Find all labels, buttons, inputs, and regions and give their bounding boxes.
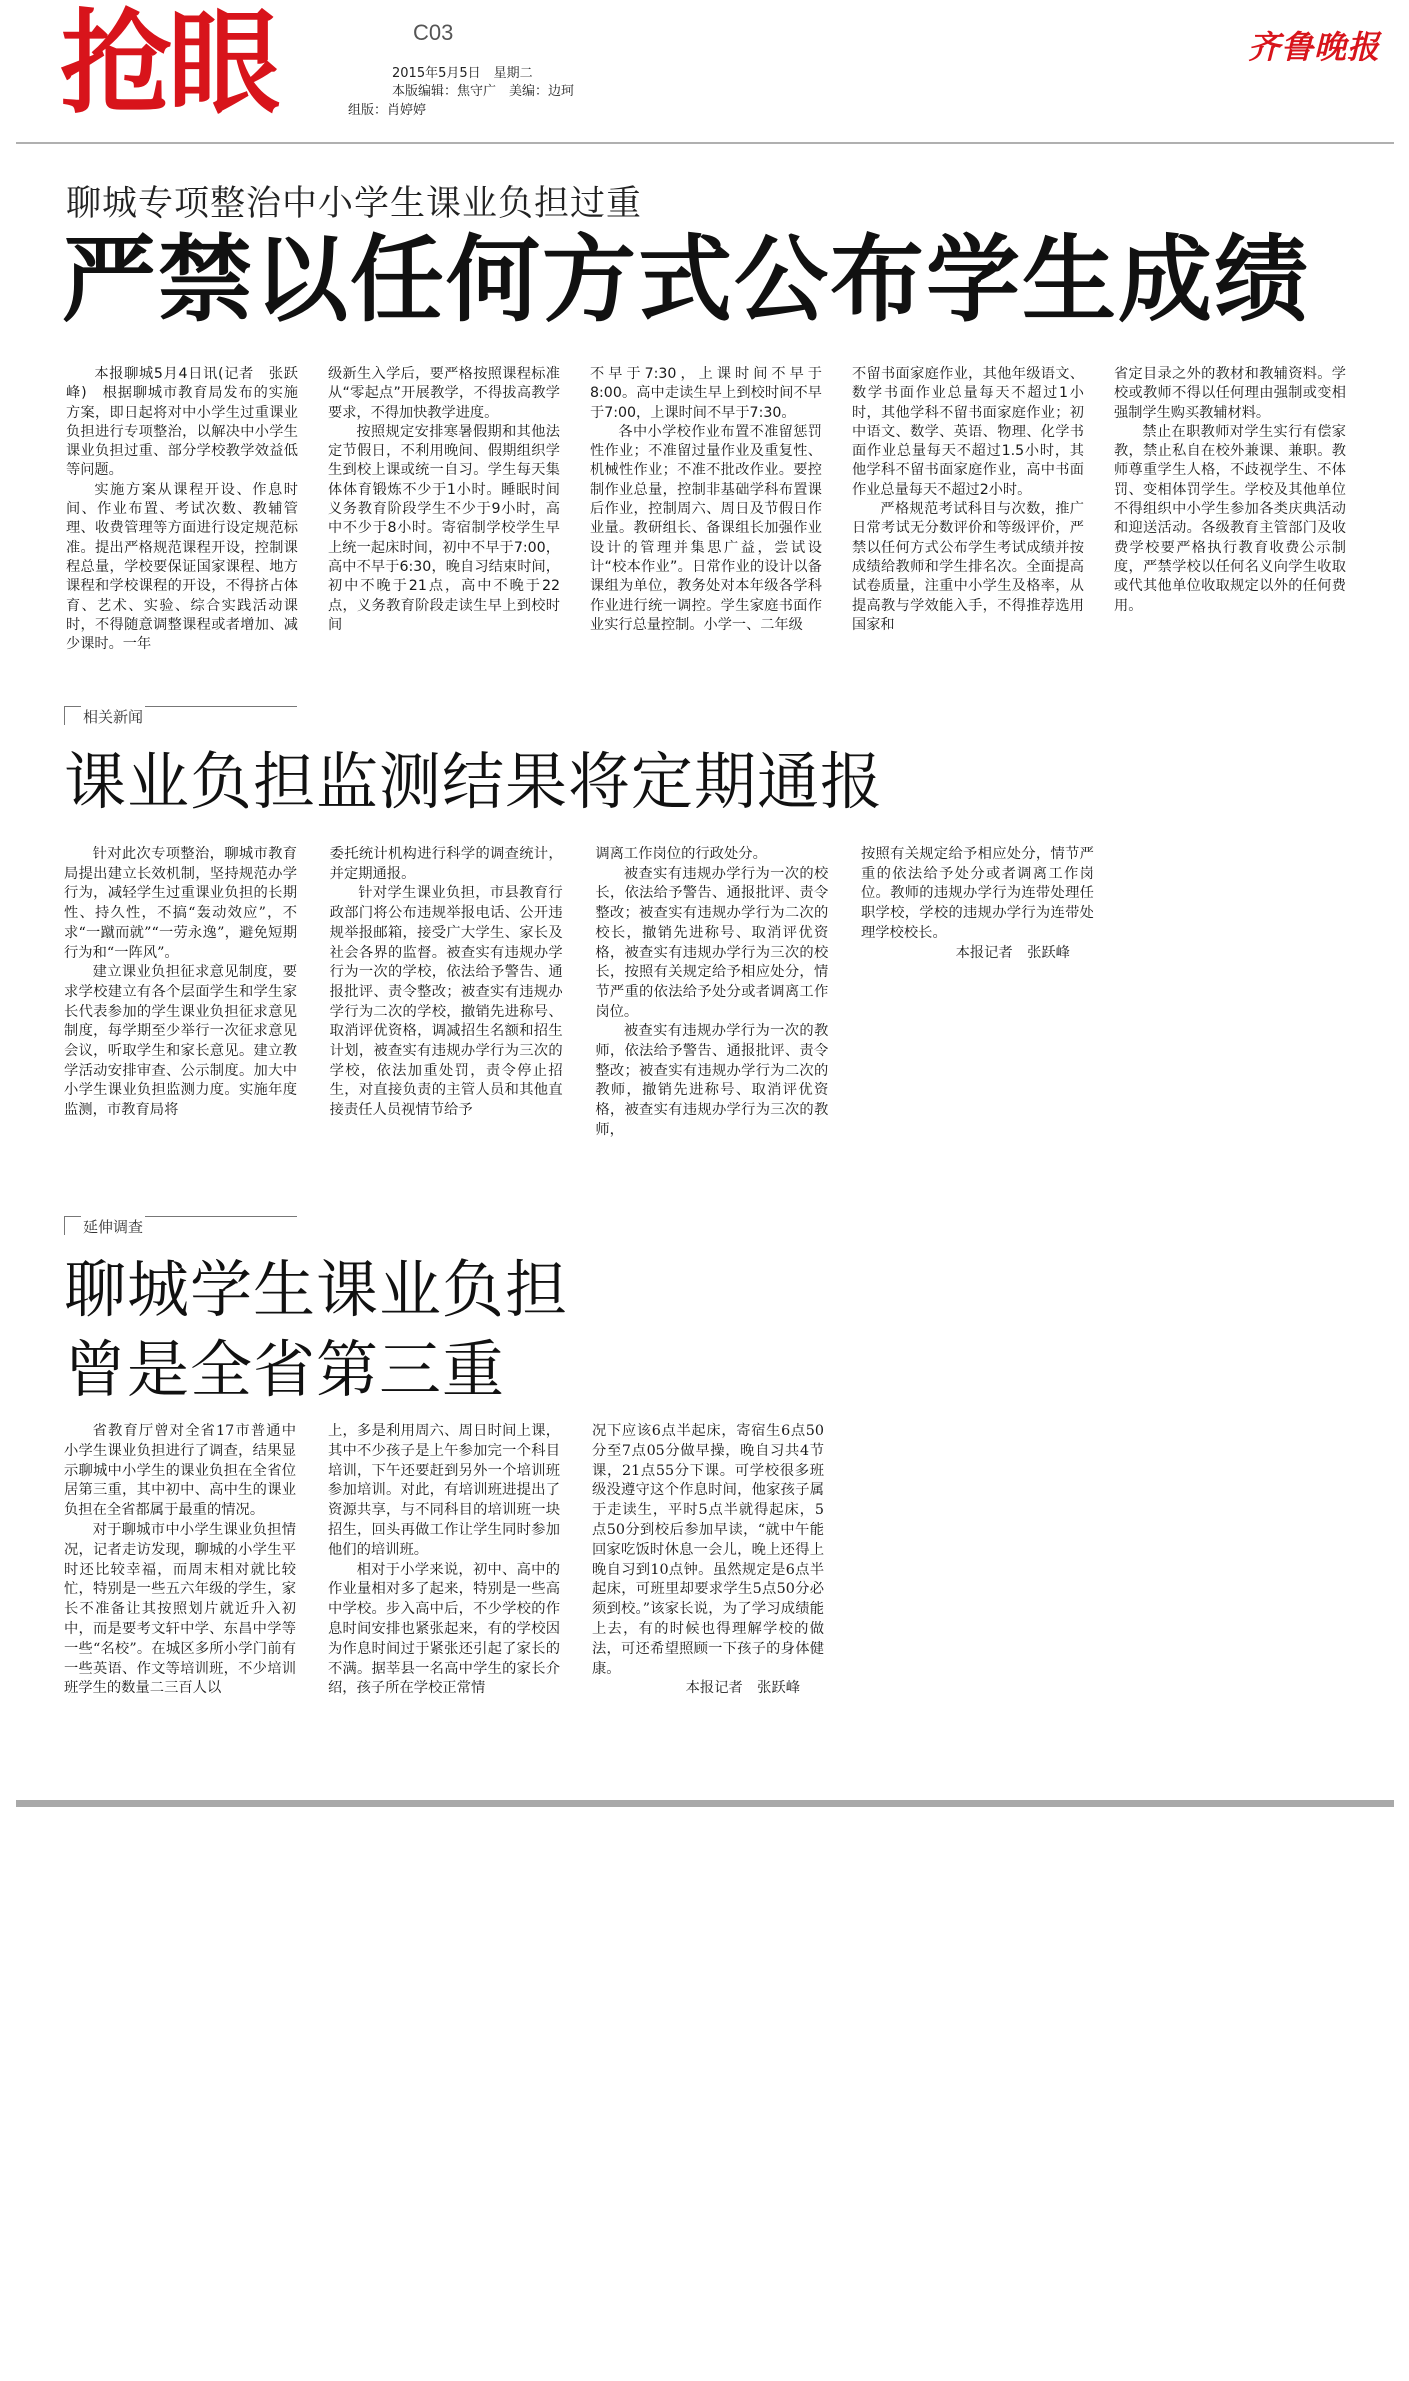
- paragraph: 不留书面家庭作业，其他年级语文、数学书面作业总量每天不超过1小时，其他学科不留书面家庭作业；初中语文、数学、英语、物理、化学书面作业总量每天不超过1.5小时，其他学科不留书面家庭作业，高中书面作业总量每天不超过2小时。: [852, 366, 1084, 498]
- paragraph: 调离工作岗位的行政处分。: [595, 846, 767, 862]
- lead-article-body: [66, 365, 1346, 675]
- editor-credit: 本版编辑：焦守广 美编：边珂: [392, 84, 575, 99]
- article-column: [592, 1422, 824, 1762]
- paragraph: 相对于小学来说，初中、高中的作业量相对多了起来，特别是一些高中学校。步入高中后，不少学校的作息时间安排也紧张起来，有的学校因为作息时间过于紧张还引起了家长的不满。据莘县一名高中学生的家长介绍，孩子所在学校正常情: [328, 1561, 560, 1697]
- header-divider: [16, 142, 1394, 144]
- paragraph: 况下应该6点半起床，寄宿生6点50分至7点05分做早操，晚自习共4节课，21点55分下课。可学校很多班级没遵守这个作息时间，他家孩子属于走读生，平时5点半就得起床，5点50分到校后参加早读，“就中午能回家吃饭时休息一会儿，晚上还得上晚自习到10点钟。虽然规定是6点半起床，可班里却要求学生5点50分必须到校。”该家长说，为了学习成绩能上去，有的时候也得理解学校的做法，可还希望照顾一下孩子的身体健康。: [592, 1423, 824, 1677]
- article-column: [1114, 365, 1346, 675]
- issue-date: 2015年5月5日 星期二: [392, 66, 533, 81]
- section-title-logo: 抢眼: [60, 0, 276, 129]
- lead-headline: 严禁以任何方式公布学生成绩: [62, 226, 1311, 335]
- paragraph: 针对学生课业负担，市县教育行政部门将公布违规举报电话、公开违规举报邮箱，接受广大学生、家长及社会各界的监督。被查实有违规办学行为一次的学校，依法给予警告、通报批评、责令整改；被查实有违规办学行为二次的学校，撤销先进称号、取消评优资格，调减招生名额和招生计划，被查实有违规办学行为三次的学校，依法加重处罚，责令停止招生，对直接负责的主管人员和其他直接责任人员视情节给予: [329, 885, 563, 1119]
- paragraph: 实施方案从课程开设、作息时间、作业布置、考试次数、教辅管理、收费管理等方面进行设定规范标准。提出严格规范课程开设，控制课程总量，学校要保证国家课程、地方课程和学校课程的开设，不得挤占体育、艺术、实验、综合实践活动课时，不得随意调整课程或者增加、减少课时。一年: [66, 481, 298, 653]
- related-article-body: [64, 845, 1094, 1190]
- article-column: [852, 365, 1084, 675]
- page-number: C03: [413, 20, 454, 45]
- paragraph: 上，多是利用周六、周日时间上课，其中不少孩子是上午参加完一个科目培训，下午还要赶到另外一个培训班参加培训。对此，有培训班进提出了资源共享，与不同科目的培训班一块招生，回头再做工作让学生同时参加他们的培训班。: [328, 1423, 560, 1558]
- followup-headline: [64, 1250, 568, 1410]
- paragraph: 不早于7:30，上课时间不早于8:00。高中走读生早上到校时间不早于7:00，上课时间不早于7:30。: [590, 366, 822, 421]
- paragraph: 级新生入学后，要严格按照课程标准从“零起点”开展教学，不得拔高教学要求，不得加快教学进度。: [328, 366, 560, 421]
- headline-line: 聊城学生课业负担: [64, 1253, 569, 1326]
- layout-credit: 组版：肖婷婷: [348, 103, 427, 118]
- paragraph: 被查实有违规办学行为一次的校长，依法给予警告、通报批评、责令整改；被查实有违规办学行为二次的校长，撤销先进称号、取消评优资格，被查实有违规办学行为三次的校长，按照有关规定给予相应处分，情节严重的依法给予处分或者调离工作岗位。: [595, 865, 829, 1020]
- paragraph: 建立课业负担征求意见制度，要求学校建立有各个层面学生和学生家长代表参加的学生课业负担征求意见制度，每学期至少举行一次征求意见会议，听取学生和家长意见。建立教学活动安排审查、公示制度。加大中小学生课业负担监测力度。实施年度监测，市教育局将: [64, 964, 297, 1119]
- article-column: [590, 365, 822, 675]
- footer-divider: [16, 1800, 1394, 1807]
- paragraph: 按照规定安排寒暑假期和其他法定节假日，不利用晚间、假期组织学生到校上课或统一自习。学生每天集体体育锻炼不少于1小时。睡眠时间义务教育阶段学生不少于9小时，高中不少于8小时。寄宿制学校学生早上统一起床时间，初中不早于7:00，高中不早于6:30，晚自习结束时间，初中不晚于21点，高中不晚于22点，义务教育阶段走读生早上到校时间: [328, 423, 560, 633]
- lead-kicker: 聊城专项整治中小学生课业负担过重: [66, 184, 643, 224]
- paragraph: 禁止在职教师对学生实行有偿家教，禁止私自在校外兼课、兼职。教师尊重学生人格，不歧视学生、不体罚、变相体罚学生。学校及其他单位不得组织中小学生参加各类庆典活动和迎送活动。各级教育主管部门及收费学校要严格执行教育收费公示制度，严禁学校以任何名义向学生收取或代其他单位收取规定以外的任何费用。: [1114, 423, 1346, 614]
- paragraph: 对于聊城市中小学生课业负担情况，记者走访发现，聊城的小学生平时还比较幸福，而周末相对就比较忙，特别是一些五六年级的学生，家长不准备让其按照划片就近升入初中，而是要考文轩中学、东昌中学等一些“名校”。在城区多所小学门前有一些英语、作文等培训班，不少培训班学生的数量二三百人以: [64, 1521, 296, 1697]
- article-column: [328, 1422, 560, 1762]
- byline: 本报记者 张跃峰: [955, 944, 1070, 961]
- article-column: [861, 845, 1094, 1190]
- article-column: [64, 845, 297, 1190]
- paragraph: 省定目录之外的教材和教辅资料。学校或教师不得以任何理由强制或变相强制学生购买教辅材料。: [1114, 366, 1346, 421]
- article-column: [66, 365, 298, 675]
- paragraph: 省教育厅曾对全省17市普通中小学生课业负担进行了调查，结果显示聊城中小学生的课业负担在全省位居第三重，其中初中、高中生的课业负担在全省都属于最重的情况。: [64, 1423, 296, 1519]
- paragraph: 本报聊城5月4日讯(记者 张跃峰) 根据聊城市教育局发布的实施方案，即日起将对中小学生过重课业负担进行专项整治，以解决中小学生课业负担过重、部分学校教学效益低等问题。: [66, 366, 298, 479]
- article-column: [595, 845, 828, 1190]
- followup-tag-label: 延伸调查: [83, 1218, 144, 1236]
- paragraph: 各中小学校作业布置不准留惩罚性作业；不准留过量作业及重复性、机械性作业；不准不批改作业。要控制作业总量，控制非基础学科布置课后作业，控制周六、周日及节假日作业量。教研组长、备课组长加强作业设计的管理并集思广益，尝试设计“校本作业”。日常作业的设计以备课组为单位，教务处对本年级各学科作业进行统一调控。学生家庭书面作业实行总量控制。小学一、二年级: [590, 423, 822, 633]
- article-column: [328, 365, 560, 675]
- related-news-tag: [64, 706, 297, 725]
- paragraph: 被查实有违规办学行为一次的教师，依法给予警告、通报批评、责令整改；被查实有违规办学行为二次的教师，撤销先进称号、取消评优资格，被查实有违规办学行为三次的教师，: [595, 1023, 829, 1138]
- paragraph: 严格规范考试科目与次数，推广日常考试无分数评价和等级评价，严禁以任何方式公布学生考试成绩并按成绩给教师和学生排名次。全面提高试卷质量，注重中小学生及格率，从提高教与学效能入手，不得推荐选用国家和: [852, 501, 1084, 633]
- newspaper-logo: 齐鲁晚报: [1248, 28, 1381, 66]
- byline: 本报记者 张跃峰: [685, 1680, 800, 1697]
- related-news-tag-label: 相关新闻: [83, 708, 144, 726]
- headline-line: 曾是全省第三重: [64, 1333, 506, 1406]
- followup-tag: [64, 1216, 297, 1235]
- paragraph: 针对此次专项整治，聊城市教育局提出建立长效机制，坚持规范办学行为，减轻学生过重课业负担的长期性、持久性，不搞“轰动效应”，不求“一蹴而就”“一劳永逸”，避免短期行为和“一阵风”。: [64, 846, 297, 961]
- paragraph: 按照有关规定给予相应处分，情节严重的依法给予处分或者调离工作岗位。教师的违规办学行为连带处理任职学校，学校的违规办学行为连带处理学校校长。: [860, 846, 1094, 941]
- article-column: [330, 845, 563, 1190]
- article-column: [64, 1422, 296, 1762]
- followup-article-body: [64, 1422, 824, 1762]
- paragraph: 委托统计机构进行科学的调查统计，并定期通报。: [329, 846, 563, 882]
- related-headline: 课业负担监测结果将定期通报: [64, 745, 884, 818]
